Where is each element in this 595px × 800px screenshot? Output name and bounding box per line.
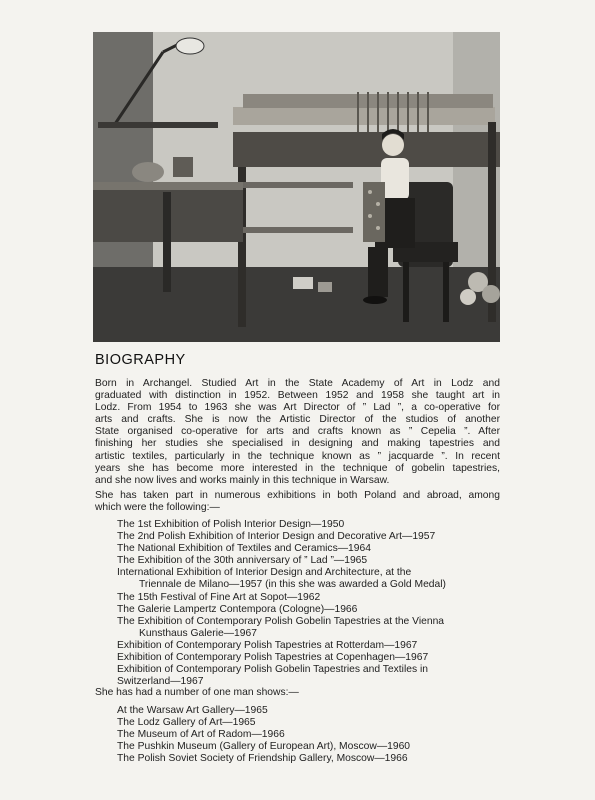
text-line: and she now lives and works mainly in this technique in Warsaw. [95, 474, 390, 486]
text-line: artistic textiles, particularly in the technique known as ” jacquarde ”. In recent [95, 450, 500, 462]
text-line: graduated with distinction in 1952. Between 1952 and 1958 she taught art in [95, 390, 500, 402]
list-item: Switzerland—1967 [117, 676, 204, 688]
list-item: The 1st Exhibition of Polish Interior Design—1950 [117, 519, 345, 530]
text-line: Lodz. From 1954 to 1963 she was Art Director of ” Lad ”, a co-operative for [95, 402, 500, 414]
list-item: The Exhibition of Contemporary Polish Gobelin Tapestries at the Vienna [117, 615, 445, 627]
list-item: Exhibition of Contemporary Polish Tapestries at Copenhagen—1967 [117, 652, 429, 664]
list-item: The Galerie Lampertz Contempora (Cologne)—1966 [117, 603, 358, 615]
list-item: The 2nd Polish Exhibition of Interior Design and Decorative Art—1957 [117, 531, 436, 543]
text-line: arts and crafts. She is now the Artistic Director of the studios of another [95, 414, 500, 426]
text-line: Born in Archangel. Studied Art in the State Academy of Art in Lodz and [95, 378, 500, 389]
list-item: At the Warsaw Art Gallery—1965 [117, 705, 268, 716]
text-line: which were the following:— [95, 502, 220, 514]
text-line: State organised co-operative for arts and crafts known as ” Cepelia ”. After [95, 426, 500, 438]
text-line: She has taken part in numerous exhibitions in both Poland and abroad, among [95, 490, 500, 501]
exhibitions-list [117, 519, 503, 688]
text-line: She has had a number of one man shows:— [95, 687, 299, 698]
exhibitions-intro [95, 490, 500, 514]
biography-paragraph [95, 378, 500, 487]
list-item: The Polish Soviet Society of Friendship Gallery, Moscow—1966 [117, 753, 408, 765]
list-item: Exhibition of Contemporary Polish Gobelin Tapestries and Textiles in [117, 664, 428, 676]
list-item: International Exhibition of Interior Design and Architecture, at the [117, 567, 412, 579]
text-line: finishing her studies she specialised in designing and making tapestries and [95, 438, 500, 450]
photo-illustration [93, 32, 500, 342]
one-man-shows-list [117, 705, 503, 765]
list-item: The 15th Festival of Fine Art at Sopot—1962 [117, 591, 321, 603]
list-item: Triennale de Milano—1957 (in this she was awarded a Gold Medal) [139, 579, 446, 591]
list-item: Exhibition of Contemporary Polish Tapestries at Rotterdam—1967 [117, 639, 418, 651]
list-item: The National Exhibition of Textiles and Ceramics—1964 [117, 543, 371, 555]
list-item: Kunsthaus Galerie—1967 [139, 627, 257, 639]
list-item: The Museum of Art of Radom—1966 [117, 729, 285, 741]
weaver-at-loom-photo [93, 32, 500, 342]
one-man-shows-intro [95, 687, 500, 699]
page-title: BIOGRAPHY [95, 352, 186, 368]
list-item: The Exhibition of the 30th anniversary of ” Lad ”—1965 [117, 555, 368, 567]
list-item: The Lodz Gallery of Art—1965 [117, 717, 256, 729]
list-item: The Pushkin Museum (Gallery of European Art), Moscow—1960 [117, 741, 411, 753]
text-line: years she has become more interested in the technique of gobelin tapestries, [95, 462, 500, 474]
